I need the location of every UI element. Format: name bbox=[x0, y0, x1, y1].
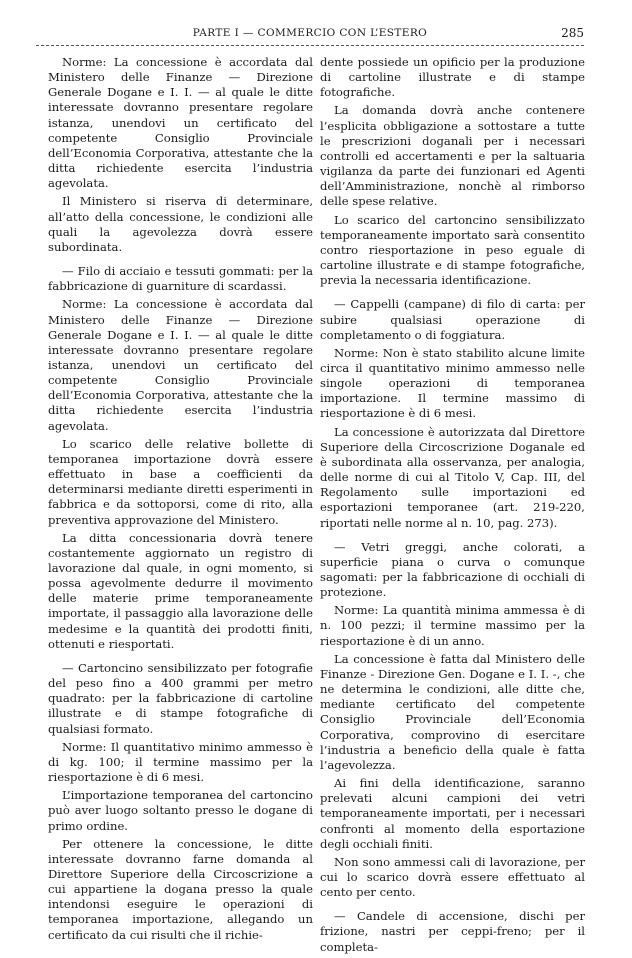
header-rule bbox=[36, 45, 584, 46]
paragraph: Lo scarico del cartoncino sensibilizzato temporaneamente importato sarà consentito contro riesportazione in peso eguale di cartoline illustrate e di stampe fotografiche, previa la necessaria identificazione. bbox=[320, 212, 585, 288]
norme-paragraph: Norme: La concessione è accordata dal Ministero delle Finanze — Direzione Generale Dogane e I. I. — al quale le ditte interessate dovranno presentare regolare istanza, unendovi un certificato del competente Consiglio Provinciale dell’Economia Corporativa, attestante che la ditta richiedente esercita l’industria agevolata. bbox=[48, 297, 313, 433]
paragraph: — Candele di accensione, dischi per frizione, nastri per ceppi-freno; per il completa- bbox=[320, 909, 585, 954]
norme-paragraph: Norme: La quantità minima ammessa è di n. 100 pezzi; il termine massimo per la riesportazione è di un anno. bbox=[320, 603, 585, 648]
paragraph: Il Ministero si riserva di determinare, all’atto della concessione, le condizioni alle quali la agevolezza dovrà essere subordinata. bbox=[48, 194, 313, 254]
paragraph: L’importazione temporanea del cartoncino può aver luogo soltanto presso le dogane di primo ordine. bbox=[48, 788, 313, 833]
paragraph: Ai fini della identificazione, saranno prelevati alcuni campioni dei vetri temporaneamente importati, per i necessari confronti al momento della esportazione degli occhiali finiti. bbox=[320, 776, 585, 851]
norme-paragraph: Norme: Il quantitativo minimo ammesso è di kg. 100; il termine massimo per la riesportazione è di 6 mesi. bbox=[48, 739, 313, 785]
paragraph: — Vetri greggi, anche colorati, a superficie piana o curva o comunque sagomati: per la fabbricazione di occhiali di protezione. bbox=[320, 539, 585, 600]
paragraph: La concessione è fatta dal Ministero delle Finanze - Direzione Gen. Dogane e I. I. -, che ne determina le condizioni, alle ditte che, mediante certificato del competente Consiglio Provinciale dell’Economia Corporativa, comprovino di esercitare l’industria a beneficio della quale è fatta l’agevolezza. bbox=[320, 651, 585, 772]
page-number: 285 bbox=[561, 26, 584, 40]
norme-paragraph: Norme: Non è stato stabilito alcune limite circa il quantitativo minimo ammesso nelle singole operazioni di temporanea importazione. Il termine massimo di riesportazione è di 6 mesi. bbox=[320, 345, 585, 421]
paragraph: La concessione è autorizzata dal Direttore Superiore della Circoscrizione Doganale ed è subordinata alla osservanza, per analogia, delle norme di cui al Titolo V, Cap. III, del Regolamento sulle importazioni ed esportazioni temporanee (art. 219-220, riportati nelle norme al n. 10, pag. 273). bbox=[320, 424, 585, 530]
paragraph: dente possiede un opificio per la produzione di cartoline illustrate e di stampe fotografiche. bbox=[320, 55, 585, 100]
paragraph: — Cartoncino sensibilizzato per fotografie del peso fino a 400 grammi per metro quadrato: per la fabbricazione di cartoline illustrate e di stampe fotografiche di qualsiasi formato. bbox=[48, 660, 313, 736]
norme-paragraph: Norme: La concessione è accordata dal Ministero delle Finanze — Direzione Generale Dogane e I. I. — al quale le ditte interessate dovranno presentare regolare istanza, unendovi un certificato del competente Consiglio Provinciale dell’Economia Corporativa, attestante che la ditta richiedente esercita l’industria agevolata. bbox=[48, 55, 313, 191]
page-header bbox=[36, 27, 584, 43]
paragraph: Non sono ammessi cali di lavorazione, per cui lo scarico dovrà essere effettuato al cento per cento. bbox=[320, 854, 585, 900]
paragraph: La domanda dovrà anche contenere l’esplicita obbligazione a sottostare a tutte le prescrizioni doganali per i necessari controlli ed accertamenti e per la saltuaria vigilanza da parte dei funzionari ed Agenti dell’Amministrazione, nonchè al rimborso delle spese relative. bbox=[320, 103, 585, 209]
paragraph: Lo scarico delle relative bollette di temporanea importazione dovrà essere effettuato in base a coefficienti da determinarsi mediante diretti esperimenti in fabbrica e da sottoporsi, come di rito, alla preventiva approvazione del Ministero. bbox=[48, 436, 313, 527]
paragraph: La ditta concessionaria dovrà tenere costantemente aggiornato un registro di lavorazione dal quale, in ogni momento, si possa agevolmente dedurre il movimento delle materie prime temporaneamente importate, il passaggio alla lavorazione delle medesime e la quantità dei prodotti finiti, ottenuti e riesportati. bbox=[48, 530, 313, 651]
paragraph: — Filo di acciaio e tessuti gommati: per la fabbricazione di guarniture di scardassi. bbox=[48, 264, 313, 294]
paragraph: — Cappelli (campane) di filo di carta: per subire qualsiasi operazione di completamento o di foggiatura. bbox=[320, 297, 585, 342]
left-column bbox=[48, 55, 313, 946]
running-head: PARTE I — COMMERCIO CON L’ESTERO bbox=[192, 27, 428, 39]
paragraph: Per ottenere la concessione, le ditte interessate dovranno farne domanda al Direttore Superiore della Circoscrizione a cui appartiene la dogana presso la quale intendonsi eseguire le operazioni di temporanea importazione, allegando un certificato da cui risulti che il richie- bbox=[48, 836, 313, 942]
right-column bbox=[320, 55, 585, 958]
